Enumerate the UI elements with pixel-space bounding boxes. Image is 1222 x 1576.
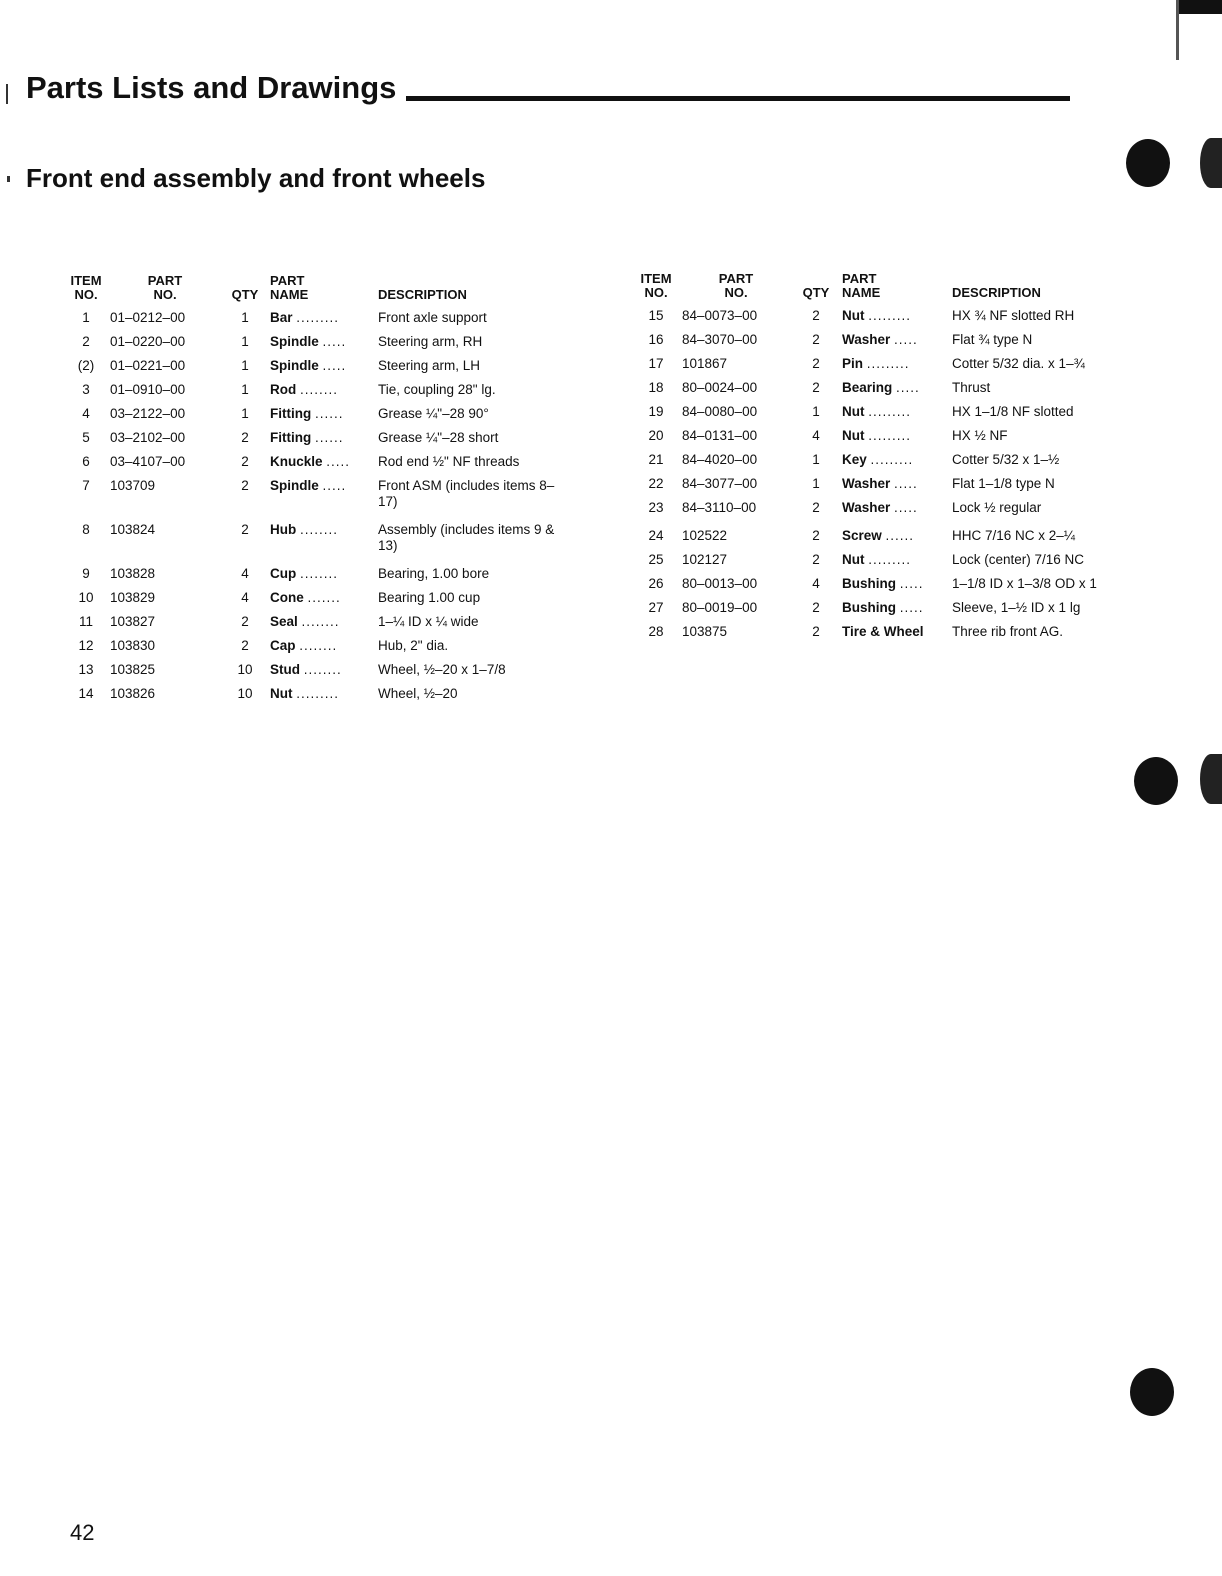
part-name-text: Nut [842,308,865,323]
table-row [630,404,1120,428]
part-name-text: Bar [270,310,293,325]
part-number: 03–2102–00 [110,430,186,445]
part-name [270,522,378,566]
part-number: 01–0220–00 [110,334,186,349]
item-number: 17 [648,356,664,371]
binder-hole-icon [1134,757,1178,805]
part-name-text: Stud [270,662,300,677]
item-number: 5 [82,430,90,445]
quantity: 1 [241,406,249,421]
table-row [62,358,562,382]
part-number: 84–0073–00 [682,308,758,323]
leader-dots: ........ [300,382,339,397]
quantity: 2 [241,638,249,653]
binder-hole-icon [1200,138,1222,188]
leader-dots: ...... [315,406,344,421]
table-row [62,566,562,590]
page-edge-line [1176,0,1179,60]
table-row [630,428,1120,452]
table-row [630,332,1120,356]
description: Grease ¼"–28 short [378,430,499,445]
table-row [630,552,1120,576]
table-row [630,356,1120,380]
part-number: 103824 [110,522,156,537]
col-header-part-no: PART NO. [718,271,754,300]
part-number: 01–0221–00 [110,358,186,373]
description: Three rib front AG. [952,624,1064,639]
item-number: 1 [82,310,90,325]
item-number: 21 [648,452,664,467]
binder-hole-icon [1200,754,1222,804]
leader-dots: ..... [322,358,347,373]
quantity: 1 [241,382,249,397]
leader-dots: ..... [326,454,351,469]
part-name [842,552,952,576]
col-header-part-no: PART NO. [147,273,183,302]
description: Cotter 5/32 dia. x 1–¾ [952,356,1085,371]
part-name-text: Pin [842,356,864,371]
part-number: 103828 [110,566,156,581]
description: HX ¾ NF slotted RH [952,308,1075,323]
description: Lock (center) 7/16 NC [952,552,1085,567]
part-name-text: Bearing [842,380,893,395]
part-number: 80–0024–00 [682,380,758,395]
part-number: 84–4020–00 [682,452,758,467]
quantity: 2 [241,614,249,629]
col-header-item: ITEM NO. [640,271,672,300]
description: Hub, 2" dia. [378,638,449,653]
description: Sleeve, 1–½ ID x 1 lg [952,600,1081,615]
table-row [62,382,562,406]
col-header-qty: QTY [802,285,830,300]
part-number: 103709 [110,478,156,493]
part-name [270,454,378,478]
quantity: 1 [812,404,820,419]
col-header-item: ITEM NO. [70,273,102,302]
part-name [842,624,952,648]
table-row [62,430,562,454]
table-row [62,310,562,334]
quantity: 2 [241,430,249,445]
quantity: 2 [241,454,249,469]
part-name-text: Cap [270,638,296,653]
description: Thrust [952,380,991,395]
table-row [630,624,1120,648]
title-underline [406,96,1070,101]
table-row [630,380,1120,404]
leader-dots: ........ [303,662,342,677]
part-name-text: Rod [270,382,297,397]
description: Cotter 5/32 x 1–½ [952,452,1060,467]
part-name-text: Washer [842,332,891,347]
description: Grease ¼"–28 90° [378,406,489,421]
table-row [62,614,562,638]
leader-dots: ......... [868,552,912,567]
table-row [630,600,1120,624]
leader-dots: ......... [870,452,914,467]
item-number: 16 [648,332,664,347]
part-name [270,382,378,406]
item-number: 6 [82,454,90,469]
description: Steering arm, RH [378,334,483,349]
leader-dots: ..... [322,478,347,493]
part-number: 84–0131–00 [682,428,758,443]
quantity: 1 [812,476,820,491]
quantity: 4 [812,576,820,591]
quantity: 2 [812,500,820,515]
item-number: 28 [648,624,664,639]
col-header-part-name: PART NAME [842,271,881,300]
page-title: Parts Lists and Drawings [26,70,397,105]
leader-dots: ...... [885,528,915,543]
description: 1–¼ ID x ¼ wide [378,614,479,629]
quantity: 2 [812,308,820,323]
leader-dots: ..... [899,600,924,615]
part-name [842,600,952,624]
part-name [270,662,378,686]
table-row [62,478,562,522]
part-name-text: Screw [842,528,882,543]
part-name [842,428,952,452]
part-name [842,404,952,428]
part-number: 103875 [682,624,728,639]
table-row [630,452,1120,476]
col-header-part-name: PART NAME [270,273,309,302]
part-number: 84–3110–00 [682,500,757,515]
leader-dots: ......... [868,428,912,443]
table-header-row [630,272,1120,308]
quantity: 10 [237,686,253,701]
part-name-text: Fitting [270,406,312,421]
part-name-text: Bushing [842,600,896,615]
part-name-text: Bushing [842,576,896,591]
leader-dots: ..... [899,576,924,591]
item-number: 12 [78,638,94,653]
margin-mark [6,84,8,104]
table-row [630,500,1120,528]
table-row [62,406,562,430]
part-number: 03–2122–00 [110,406,186,421]
part-name-text: Cup [270,566,297,581]
part-name-text: Cone [270,590,304,605]
part-name [842,308,952,332]
margin-mark [7,176,10,182]
table-row [62,686,562,710]
item-number: 23 [648,500,664,515]
leader-dots: ......... [296,686,340,701]
part-name-text: Nut [842,552,865,567]
part-number: 84–3077–00 [682,476,758,491]
item-number: 8 [82,522,90,537]
part-number: 103826 [110,686,156,701]
part-name [842,332,952,356]
part-name [270,310,378,334]
quantity: 2 [241,522,249,537]
quantity: 1 [812,452,820,467]
part-number: 84–0080–00 [682,404,758,419]
col-header-qty: QTY [231,287,259,302]
part-name-text: Knuckle [270,454,323,469]
quantity: 1 [241,334,249,349]
table-header-row [62,274,562,310]
quantity: 2 [812,380,820,395]
quantity: 4 [812,428,820,443]
leader-dots: ........ [299,638,338,653]
binder-hole-icon [1130,1368,1174,1416]
description: HX 1–1/8 NF slotted [952,404,1074,419]
part-name-text: Nut [842,404,865,419]
item-number: 13 [78,662,94,677]
quantity: 2 [812,528,820,543]
part-number: 103830 [110,638,156,653]
item-number: 20 [648,428,664,443]
description: HHC 7/16 NC x 2–¼ [952,528,1076,543]
item-number: 4 [82,406,90,421]
part-name [842,356,952,380]
table-row [630,308,1120,332]
description: Assembly (includes items 9 & 13) [378,522,555,553]
part-name [270,478,378,522]
part-name [842,528,952,552]
page-number: 42 [70,1520,95,1545]
part-name [270,406,378,430]
leader-dots: ..... [322,334,347,349]
part-name-text: Fitting [270,430,312,445]
part-name [842,452,952,476]
quantity: 4 [241,566,249,581]
quantity: 2 [812,552,820,567]
item-number: 18 [648,380,664,395]
leader-dots: ..... [896,380,920,395]
leader-dots: ......... [866,356,910,371]
quantity: 2 [812,600,820,615]
part-name [842,500,952,528]
table-row [630,576,1120,600]
part-number: 103829 [110,590,156,605]
leader-dots: ........ [300,522,339,537]
part-number: 03–4107–00 [110,454,186,469]
part-number: 80–0019–00 [682,600,758,615]
part-name [270,358,378,382]
table-row [62,662,562,686]
item-number: 11 [78,614,93,629]
item-number: 3 [82,382,90,397]
description: Rod end ½" NF threads [378,454,520,469]
description: Bearing 1.00 cup [378,590,481,605]
item-number: 22 [648,476,664,491]
part-name [270,590,378,614]
part-number: 102127 [682,552,728,567]
part-number: 103825 [110,662,156,677]
leader-dots: ......... [868,404,912,419]
table-row [62,454,562,478]
item-number: 24 [648,528,664,543]
description: HX ½ NF [952,428,1008,443]
table-row [630,476,1120,500]
col-header-description: DESCRIPTION [378,287,467,302]
leader-dots: ......... [868,308,912,323]
item-number: 14 [78,686,94,701]
quantity: 1 [241,358,249,373]
item-number: 9 [82,566,90,581]
leader-dots: ........ [300,566,339,581]
description: Flat ¾ type N [952,332,1033,347]
quantity: 2 [812,356,820,371]
description: Wheel, ½–20 [378,686,458,701]
item-number: (2) [77,358,95,373]
item-number: 10 [78,590,94,605]
part-number: 01–0212–00 [110,310,186,325]
page-corner-mark [1178,0,1222,14]
table-row [62,522,562,566]
part-name [270,566,378,590]
table-row [62,590,562,614]
col-header-description: DESCRIPTION [952,285,1041,300]
description: Lock ½ regular [952,500,1042,515]
description: Flat 1–1/8 type N [952,476,1055,491]
description: Front axle support [378,310,487,325]
description: Front ASM (includes items 8–17) [378,478,555,509]
part-name [270,334,378,358]
part-name [842,380,952,404]
part-number: 101867 [682,356,728,371]
part-name [842,476,952,500]
part-name [270,686,378,710]
table-row [630,528,1120,552]
item-number: 27 [648,600,664,615]
part-name [270,614,378,638]
parts-table-right [630,272,1120,648]
part-name [270,638,378,662]
leader-dots: ...... [315,430,344,445]
part-name-text: Nut [270,686,293,701]
part-name-text: Hub [270,522,297,537]
description: Steering arm, LH [378,358,481,373]
item-number: 19 [648,404,664,419]
item-number: 7 [82,478,90,493]
leader-dots: ..... [894,500,918,515]
part-number: 84–3070–00 [682,332,758,347]
part-name-text: Spindle [270,478,319,493]
leader-dots: ..... [894,332,918,347]
item-number: 25 [648,552,664,567]
item-number: 15 [648,308,664,323]
item-number: 26 [648,576,664,591]
part-name-text: Washer [842,476,891,491]
binder-hole-icon [1126,139,1170,187]
description: Tie, coupling 28" lg. [378,382,496,397]
part-name-text: Spindle [270,358,319,373]
quantity: 4 [241,590,249,605]
leader-dots: ....... [307,590,341,605]
part-name-text: Seal [270,614,298,629]
part-name [270,430,378,454]
quantity: 2 [812,624,820,639]
quantity: 2 [241,478,249,493]
description: Bearing, 1.00 bore [378,566,490,581]
quantity: 2 [812,332,820,347]
table-row [62,334,562,358]
part-name-text: Nut [842,428,865,443]
section-title: Front end assembly and front wheels [26,163,486,193]
leader-dots: ........ [301,614,340,629]
part-number: 102522 [682,528,728,543]
part-name [842,576,952,600]
part-name-text: Washer [842,500,891,515]
leader-dots: ......... [296,310,340,325]
description: Wheel, ½–20 x 1–7/8 [378,662,506,677]
description: 1–1/8 ID x 1–3/8 OD x 1 [952,576,1097,591]
parts-table-left [62,274,562,710]
part-number: 103827 [110,614,156,629]
part-name-text: Key [842,452,867,467]
part-name-text: Tire & Wheel [842,624,924,639]
table-row [62,638,562,662]
leader-dots: ..... [894,476,918,491]
quantity: 10 [237,662,253,677]
quantity: 1 [241,310,249,325]
part-name-text: Spindle [270,334,319,349]
part-number: 80–0013–00 [682,576,758,591]
item-number: 2 [82,334,90,349]
part-number: 01–0910–00 [110,382,186,397]
